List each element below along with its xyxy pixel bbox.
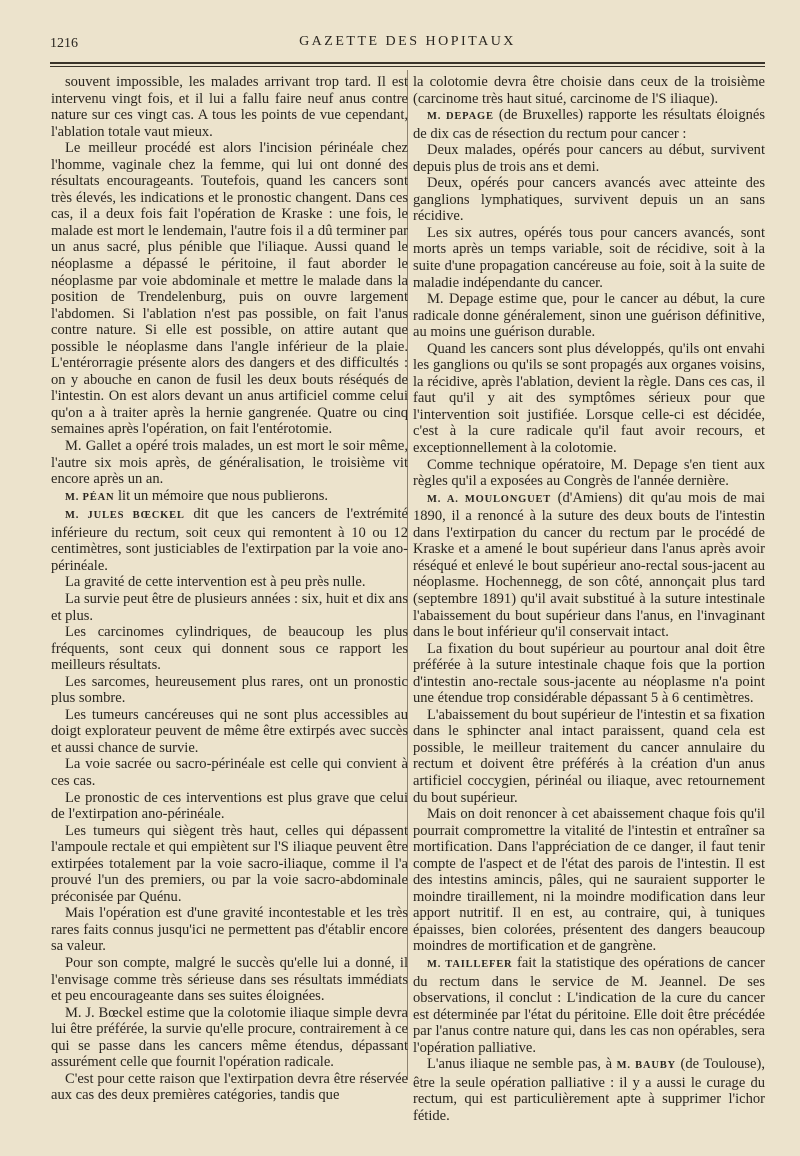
left-column <box>51 74 408 1104</box>
paragraph-text: (de Bruxelles) rapporte les résultats éloignés de dix cas de résection du rectum pour cancer : <box>413 107 765 142</box>
paragraph <box>413 955 765 1056</box>
paragraph <box>51 438 408 488</box>
paragraph <box>413 291 765 341</box>
speaker-name: M. JULES BŒCKEL <box>65 510 185 522</box>
paragraph-text: Le meilleur procédé est alors l'incision périnéale chez l'homme, vaginale chez la femme, qui lui ont donné des résultats encourageants. Toutefois, quand les cancers sont très élevés, les indications et le pronostic changent. Dans ces cas, il a deux fois fait l'opération de Kraske : une fois, le malade est mort le lendemain, l'autre fois il a dû terminer par un anus sacré, plus pénible que l'iliaque. Aussi quand le néoplasme a dépassé le péritoine, il faut aborder le néoplasme par voie abdominale et mettre le malade dans la position de Trendelenburg, puis on ouvre largement l'abdomen. Si l'ablation n'est pas possible, on fait l'anus contre nature. Si elle est possible, on attire autant que possible le néoplasme dans l'angle inférieur de la plaie. L'entérorragie présente alors des dangers et des difficultés : on y abouche en canon de fusil les deux bouts réséqués de l'intestin. On est alors devant un anus artificiel comme celui qu'on a à traiter après la hernie gangrenée. Quatre ou cinq semaines après l'opération, on fait l'entérotomie. <box>51 140 408 438</box>
paragraph <box>413 490 765 641</box>
paragraph-text: Mais l'opération est d'une gravité incontestable et les très rares faits connus jusqu'ici ne permettent pas d'établir encore sa valeur. <box>51 905 408 955</box>
paragraph-text: Les six autres, opérés tous pour cancers avancés, sont morts après un temps variable, soit de récidive, soit à la suite d'une propagation cancéreuse au foie, soit à la suite de maladie indépendante du cancer. <box>413 224 765 291</box>
paragraph-text: La gravité de cette intervention est à peu près nulle. <box>65 574 366 591</box>
paragraph <box>51 591 408 624</box>
paragraph-text: M. Gallet a opéré trois malades, un est mort le soir même, l'autre six mois après, de généralisation, le troisième vit encore après un an. <box>51 438 408 488</box>
page-header <box>50 32 765 54</box>
paragraph <box>51 955 408 1005</box>
journal-title: GAZETTE DES HOPITAUX <box>299 34 516 49</box>
paragraph-text: Les carcinomes cylindriques, de beaucoup les plus fréquents, sont ceux qui donnent sous ce rapport les meilleurs résultats. <box>51 624 408 674</box>
paragraph <box>51 790 408 823</box>
paragraph <box>51 574 408 591</box>
paragraph-text: souvent impossible, les malades arrivant trop tard. Il est intervenu vingt fois, et il lui a fallu faire neuf anus contre nature sur ces vingt cas. A tous les points de vue cependant, l'ablation totale vaut mieux. <box>51 74 408 140</box>
paragraph-text: Le pronostic de ces interventions est plus grave que celui de l'extirpation ano-périnéale. <box>51 789 408 823</box>
paragraph <box>51 140 408 438</box>
paragraph <box>51 674 408 707</box>
speaker-name: M. A. MOULONGUET <box>427 493 552 505</box>
page-number: 1216 <box>50 36 78 51</box>
paragraph-text: C'est pour cette raison que l'extirpation devra être réservée aux cas des deux premières catégories, tandis que <box>51 1070 408 1104</box>
paragraph <box>413 641 765 707</box>
paragraph <box>51 905 408 955</box>
paragraph <box>413 1056 765 1124</box>
paragraph-text: fait la statistique des opérations de cancer du rectum dans le service de M. Jeannel. De ses observations, il conclut : L'indication de la cure du cancer est déterminée par l'état du péritoine. Elle doit être précédée par l'anus contre nature qui, dans les cas non opérables, sera l'opération palliative. <box>413 954 765 1056</box>
header-rule <box>50 62 765 64</box>
paragraph <box>51 756 408 789</box>
paragraph-text: dit que les cancers de l'extrémité inférieure du rectum, soit ceux qui remontent à 10 ou 12 centimètres, sont justiciables de l'extirpation par la voie ano-périnéale. <box>51 506 408 574</box>
paragraph-text: M. J. Bœckel estime que la colotomie iliaque simple devra lui être préférée, la survie qu'elle procure, contrairement à ce qui se passe dans les cancers même étendus, dépassant assurément celle que fournit l'opération radicale. <box>51 1004 408 1071</box>
paragraph-text: la colotomie devra être choisie dans ceux de la troisième (carcinome très haut situé, carcinome de l'S iliaque). <box>413 74 765 107</box>
paragraph <box>51 823 408 906</box>
paragraph <box>413 707 765 806</box>
right-column <box>413 74 765 1124</box>
paragraph-text: La voie sacrée ou sacro-périnéale est celle qui convient à ces cas. <box>51 756 408 789</box>
paragraph <box>51 1005 408 1071</box>
paragraph <box>51 488 408 507</box>
paragraph <box>51 506 408 574</box>
paragraph <box>51 624 408 674</box>
paragraph-text: (d'Amiens) dit qu'au mois de mai 1890, il a renoncé à la suture des deux bouts de l'intestin dans l'extirpation du cancer du rectum par le procédé de Kraske et a amené le bout supérieur dans l'anus après avoir réséqué et enlevé le bout supérieur ano-rectal sous-jacent au néoplasme. Hochennegg, de son côté, annonçait plus tard (septembre 1891) qu'il avait substitué à la suture intestinale l'abaissement du bout supérieur dans l'anus, en l'invaginant dans le bout inférieur qu'il conservait intact. <box>413 489 765 641</box>
paragraph <box>413 225 765 291</box>
paragraph-text: M. Depage estime que, pour le cancer au début, la cure radicale donne généralement, sinon une guérison définitive, au moins une guérison durable. <box>413 291 765 341</box>
paragraph <box>51 74 408 140</box>
paragraph-text: L'anus iliaque ne semble pas, à <box>427 1056 617 1073</box>
paragraph <box>413 74 765 107</box>
paragraph-text: Mais on doit renoncer à cet abaissement chaque fois qu'il pourrait compromettre la vitalité de l'intestin et entraîner sa mortification. Dans l'appréciation de ce danger, il faut tenir compte de l'aspect et de l'état des parois de l'intestin. Il est des intestins amincis, pâles, qui ne sauraient supporter le moindre tiraillement, ni la moindre modification dans leur apport nutritif. Il en est, au contraire, qui, à tuniques épaisses, bien colorées, présentent des dangers beaucoup moindres de mortification et de gangrène. <box>413 806 765 955</box>
paragraph <box>413 806 765 955</box>
paragraph <box>51 1071 408 1104</box>
paragraph-text: Comme technique opératoire, M. Depage s'en tient aux règles qu'il a exposées au Congrès de l'année dernière. <box>413 456 765 490</box>
paragraph-text: La fixation du bout supérieur au pourtour anal doit être préférée à la suture intestinale chaque fois que la portion d'intestin ano-rectale sous-jacente au néoplasme n'a point une étendue trop considérable dépassant 5 à 6 centimètres. <box>413 640 765 707</box>
paragraph-text: Deux, opérés pour cancers avancés avec atteinte des ganglions lymphatiques, survivent depuis un an sans récidive. <box>413 175 765 225</box>
paragraph-text: Les sarcomes, heureusement plus rares, ont un pronostic plus sombre. <box>51 673 408 707</box>
speaker-name: M. BAUBY <box>616 1060 676 1072</box>
paragraph-text: (de Toulouse), être la seule opération palliative : il y a aussi le curage du rectum, qui est particulièrement apte à supprimer l'ichor fétide. <box>413 1056 765 1124</box>
header-rule-thin <box>50 66 765 67</box>
paragraph-text: Les tumeurs cancéreuses qui ne sont plus accessibles au doigt explorateur peuvent de même être extirpés avec succès et aussi chance de survie. <box>51 706 408 756</box>
speaker-name: M. TAILLEFER <box>427 958 513 970</box>
paragraph-text: Deux malades, opérés pour cancers au début, survivent depuis plus de trois ans et demi. <box>413 142 765 175</box>
paragraph <box>51 707 408 757</box>
paragraph <box>413 341 765 457</box>
paragraph <box>413 107 765 142</box>
paragraph-text: L'abaissement du bout supérieur de l'intestin et sa fixation dans le sphincter anal intact paraissent, quand cela est possible, le meilleur traitement du cancer annulaire du rectum et doivent être préférés à la création d'un anus artificiel coccygien, périnéal ou iliaque, avec retournement du bout supérieur. <box>413 706 765 806</box>
paragraph-text: Quand les cancers sont plus développés, qu'ils ont envahi les ganglions ou qu'ils se sont propagés aux organes voisins, la récidive, après l'ablation, devient la règle. Dans ces cas, il faut qu'il y ait des symptômes sérieux pour que l'intervention soit justifiée. Lorsque celle-ci est décidée, c'est à la cure radicale qu'il faut avoir recours, et exceptionnellement à la colotomie. <box>413 340 765 457</box>
paragraph <box>413 457 765 490</box>
paragraph <box>413 175 765 225</box>
paragraph-text: Les tumeurs qui siègent très haut, celles qui dépassent l'ampoule rectale et qui empiètent sur l'S iliaque peuvent être extirpées totalement par la voie sacro-iliaque, comme il l'a prouvé l'un des premiers, ou par la voie sacro-abdominale préconisée par Quénu. <box>51 822 408 905</box>
paragraph-text: Pour son compte, malgré le succès qu'elle lui a donné, il l'envisage comme très sérieuse dans ses résultats immédiats et peu encourageante dans ses suites éloignées. <box>51 954 408 1005</box>
speaker-name: M. DEPAGE <box>427 111 494 123</box>
paragraph-text: lit un mémoire que nous publierons. <box>114 487 329 504</box>
speaker-name: M. PÉAN <box>65 491 115 503</box>
paragraph <box>413 142 765 175</box>
paragraph-text: La survie peut être de plusieurs années : six, huit et dix ans et plus. <box>51 590 408 624</box>
